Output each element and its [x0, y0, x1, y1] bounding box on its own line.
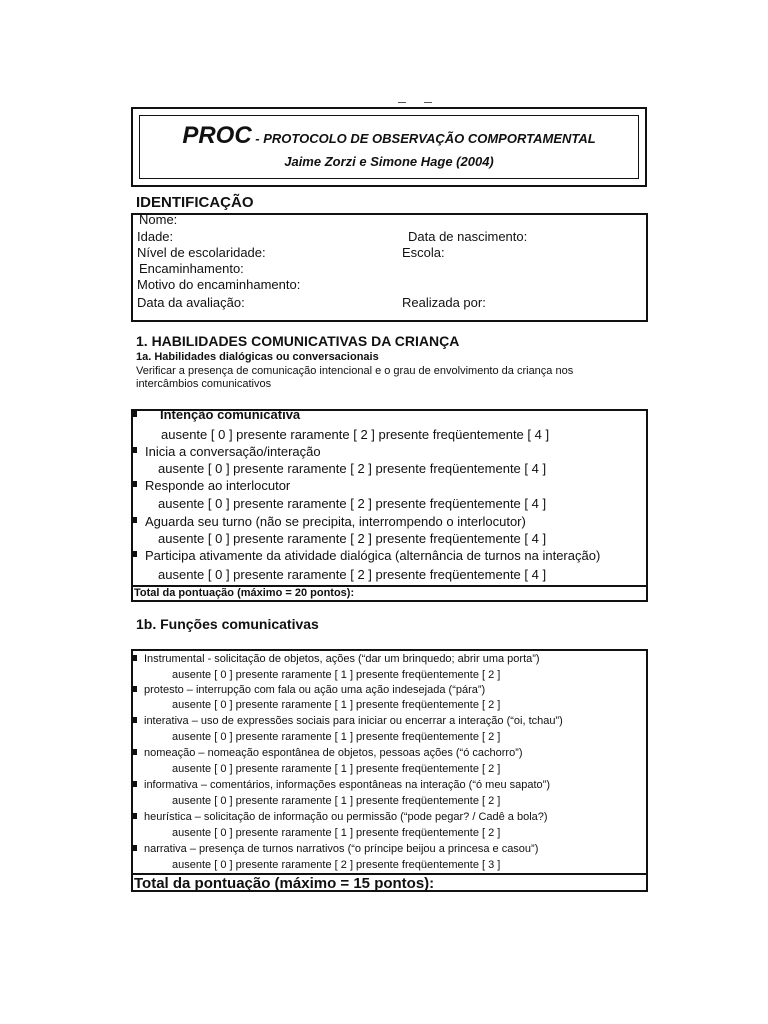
- function-label: heurística – solicitação de informação ou permissão (“pode pegar? / Cadê a bola?): [144, 811, 548, 823]
- identificacao-heading: IDENTIFICAÇÃO: [136, 194, 254, 211]
- bullet-icon: [133, 845, 137, 851]
- section1a-total: Total da pontuação (máximo = 20 pontos):: [134, 587, 355, 599]
- scan-mark: [398, 102, 406, 103]
- bullet-icon: [133, 717, 137, 723]
- function-options: ausente [ 0 ] presente raramente [ 1 ] presente freqüentemente [ 2 ]: [172, 669, 501, 681]
- bullet-icon: [133, 447, 137, 453]
- item-label: Aguarda seu turno (não se precipita, interrompendo o interlocutor): [145, 514, 526, 529]
- function-label: protesto – interrupção com fala ou ação uma ação indesejada (“pára”): [144, 684, 486, 696]
- item-label: Responde ao interlocutor: [145, 478, 291, 493]
- field-encaminhamento: Encaminhamento:: [139, 261, 244, 276]
- authors: Jaime Zorzi e Simone Hage (2004): [284, 154, 494, 169]
- function-options: ausente [ 0 ] presente raramente [ 1 ] presente freqüentemente [ 2 ]: [172, 827, 501, 839]
- field-nome: Nome:: [139, 212, 178, 227]
- bullet-icon: [133, 655, 137, 661]
- function-label: narrativa – presença de turnos narrativos (“o príncipe beijou a princesa e casou”): [144, 843, 539, 855]
- section1a-desc-line2: intercâmbios comunicativos: [136, 378, 272, 390]
- item-label: Inicia a conversação/interação: [145, 444, 321, 459]
- bullet-icon: [133, 411, 137, 417]
- function-options: ausente [ 0 ] presente raramente [ 2 ] presente freqüentemente [ 3 ]: [172, 859, 501, 871]
- field-data-avaliacao: Data da avaliação:: [137, 295, 245, 310]
- function-options: ausente [ 0 ] presente raramente [ 1 ] presente freqüentemente [ 2 ]: [172, 699, 501, 711]
- header-inner-frame: [139, 115, 639, 179]
- field-nivel: Nível de escolaridade:: [137, 245, 266, 260]
- scan-mark: [424, 102, 432, 103]
- section1-heading: 1. HABILIDADES COMUNICATIVAS DA CRIANÇA: [136, 333, 460, 349]
- bullet-icon: [133, 686, 137, 692]
- bullet-icon: [133, 517, 137, 523]
- bullet-icon: [133, 781, 137, 787]
- function-options: ausente [ 0 ] presente raramente [ 1 ] presente freqüentemente [ 2 ]: [172, 763, 501, 775]
- bullet-icon: [133, 813, 137, 819]
- function-label: interativa – uso de expressões sociais para iniciar ou encerrar a interação (“oi, tchau”): [144, 715, 563, 727]
- section1b-heading: 1b. Funções comunicativas: [136, 616, 319, 632]
- item-label: Participa ativamente da atividade dialógica (alternância de turnos na interação): [145, 548, 601, 563]
- field-idade: Idade:: [137, 229, 174, 244]
- function-options: ausente [ 0 ] presente raramente [ 1 ] presente freqüentemente [ 2 ]: [172, 795, 501, 807]
- function-label: nomeação – nomeação espontânea de objetos, pessoas ações (“ó cachorro”): [144, 747, 523, 759]
- header-box: [131, 107, 647, 187]
- section1a-subheading: 1a. Habilidades dialógicas ou conversacionais: [136, 351, 379, 363]
- field-data-nascimento: Data de nascimento:: [408, 229, 528, 244]
- field-escola: Escola:: [402, 245, 445, 260]
- item-options: ausente [ 0 ] presente raramente [ 2 ] presente freqüentemente [ 4 ]: [161, 427, 550, 442]
- bullet-icon: [133, 481, 137, 487]
- field-motivo: Motivo do encaminhamento:: [137, 277, 301, 292]
- section1b-total: Total da pontuação (máximo = 15 pontos):: [134, 875, 435, 892]
- bullet-icon: [133, 749, 137, 755]
- document-title: [140, 122, 638, 150]
- title-main: PROC: [182, 122, 252, 149]
- bullet-icon: [133, 551, 137, 557]
- title-rest: - PROTOCOLO DE OBSERVAÇÃO COMPORTAMENTAL: [251, 131, 596, 146]
- item-options: ausente [ 0 ] presente raramente [ 2 ] presente freqüentemente [ 4 ]: [158, 567, 547, 582]
- function-label: informativa – comentários, informações espontâneas na interação (“ó meu sapato”): [144, 779, 550, 791]
- item-options: ausente [ 0 ] presente raramente [ 2 ] presente freqüentemente [ 4 ]: [158, 531, 547, 546]
- function-options: ausente [ 0 ] presente raramente [ 1 ] presente freqüentemente [ 2 ]: [172, 731, 501, 743]
- field-realizada-por: Realizada por:: [402, 295, 486, 310]
- item-options: ausente [ 0 ] presente raramente [ 2 ] presente freqüentemente [ 4 ]: [158, 496, 547, 511]
- section1a-desc-line1: Verificar a presença de comunicação intencional e o grau de envolvimento da criança nos: [136, 365, 574, 377]
- item-options: ausente [ 0 ] presente raramente [ 2 ] presente freqüentemente [ 4 ]: [158, 461, 547, 476]
- function-label: Instrumental - solicitação de objetos, ações (“dar um brinquedo; abrir uma porta”): [144, 653, 540, 665]
- item-label: Intenção comunicativa: [160, 407, 301, 422]
